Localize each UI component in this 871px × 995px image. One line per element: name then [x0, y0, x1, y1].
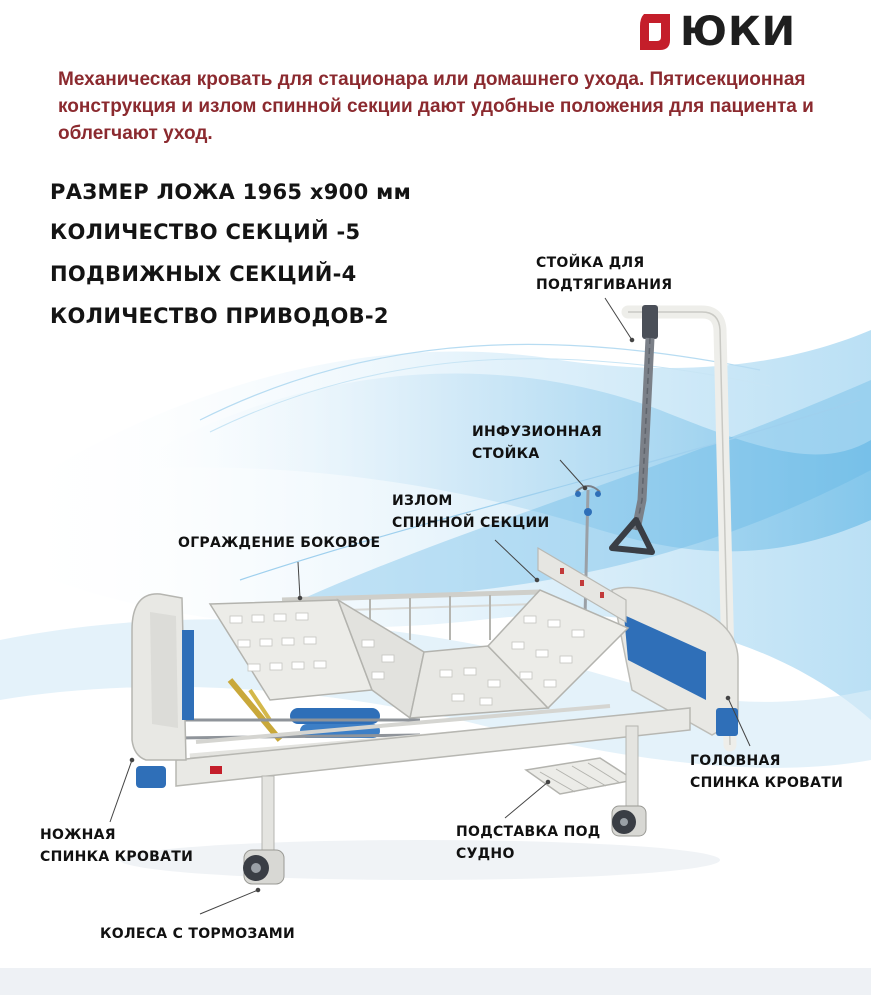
callout-head-board: ГОЛОВНАЯ СПИНКА КРОВАТИ	[690, 753, 844, 791]
spec-movable-sections: ПОДВИЖНЫХ СЕКЦИЙ-4	[50, 262, 357, 286]
callout-foot-board: НОЖНАЯ СПИНКА КРОВАТИ	[40, 827, 194, 865]
callout-bedpan-stand: ПОДСТАВКА ПОД СУДНО	[456, 824, 601, 862]
callout-wheels: КОЛЕСА С ТОРМОЗАМИ	[100, 926, 296, 942]
callout-lift-pole: СТОЙКА ДЛЯ ПОДТЯГИВАНИЯ	[536, 255, 673, 293]
spec-bed-size: РАЗМЕР ЛОЖА 1965 х900 мм	[50, 180, 412, 204]
callout-side-rail: ОГРАЖДЕНИЕ БОКОВОЕ	[178, 535, 381, 551]
wheel-rear-icon	[612, 806, 646, 836]
callout-iv-stand: ИНФУЗИОННАЯ СТОЙКА	[472, 424, 603, 462]
wheel-front-icon	[243, 850, 284, 884]
brand-name: ЮКИ	[680, 9, 797, 55]
spec-sections: КОЛИЧЕСТВО СЕКЦИЙ -5	[50, 220, 361, 244]
spec-drives: КОЛИЧЕСТВО ПРИВОДОВ-2	[50, 304, 389, 328]
bottom-strip	[0, 968, 871, 995]
callout-back-break: ИЗЛОМ СПИННОЙ СЕКЦИИ	[392, 493, 550, 531]
intro-text: Механическая кровать для стационара или домашнего ухода. Пятисекционная конструкция и излом спинной секции дают удобные положения для пациента и облегчают уход.	[58, 69, 814, 144]
